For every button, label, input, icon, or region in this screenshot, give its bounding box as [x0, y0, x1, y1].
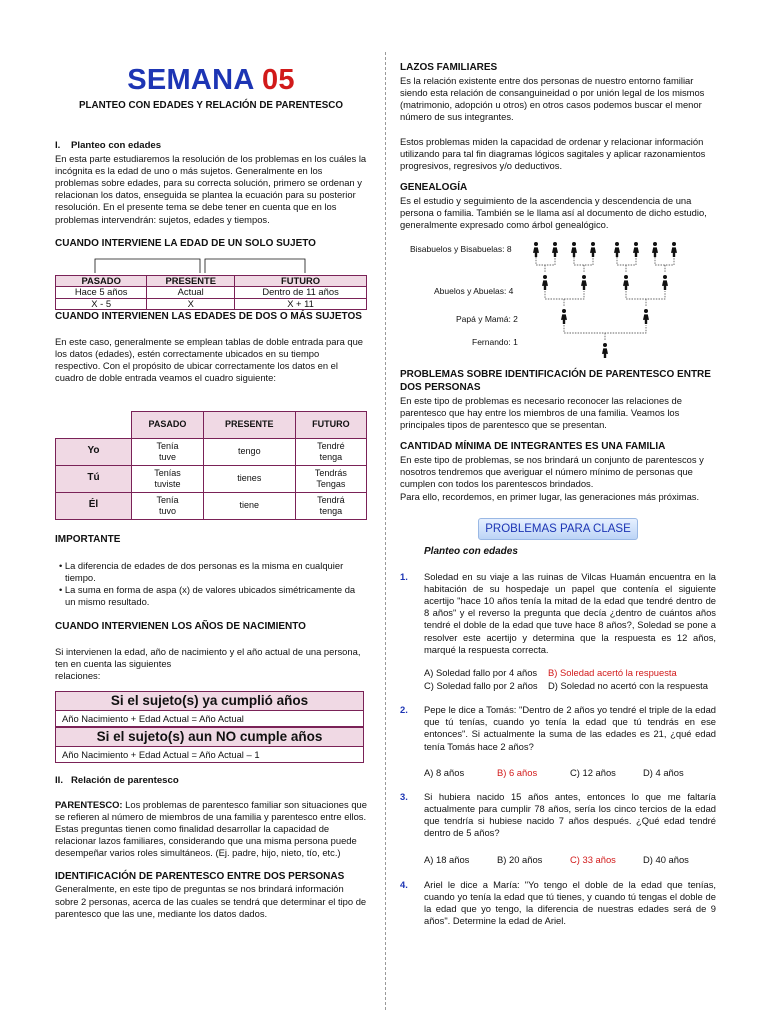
t2-header: FUTURO	[295, 411, 366, 438]
person-icon	[623, 275, 629, 290]
two-subjects-heading: CUANDO INTERVIENEN LAS EDADES DE DOS O MÁS SUJETOS	[55, 311, 362, 323]
person-icon	[671, 242, 677, 257]
tree-label-grandparents: Abuelos y Abuelas: 4	[434, 286, 514, 297]
parentesco-label: PARENTESCO:	[55, 798, 123, 810]
option-answer: C) 33 años	[570, 853, 616, 865]
class-subheading: Planteo con edades	[424, 545, 518, 557]
problem-text: Si hubiera nacido 15 años antes, entonces lo que me faltaría actualmente para cumplir 78 años, sería los cinco tercios de la edad que tendría si hubiese nacido 7 años después. ¿Qué edad tendré dentro de 5 años?	[424, 790, 716, 839]
person-icon	[533, 242, 539, 257]
one-subject-brackets	[55, 253, 367, 275]
birth-heading: CUANDO INTERVIENEN LOS AÑOS DE NACIMIENTO	[55, 621, 306, 633]
t1-cell: Hace 5 años	[56, 287, 147, 299]
person-icon	[662, 275, 668, 290]
person-icon	[571, 242, 577, 257]
important-bullet: • La diferencia de edades de dos personas es la misma en cualquier tiempo.	[59, 560, 344, 584]
important-bullet: • La suma en forma de aspa (x) de valores ubicados simétricamente da un mismo resultado.	[59, 584, 356, 608]
lazos-text-2: Estos problemas miden la capacidad de ordenar y relacionar información utilizando para tal fin diagramas lógicos sagitales y aplicar razonamientos progresivos, regresivos y/o deductivos.	[400, 135, 706, 171]
t2-row-label: Él	[56, 492, 132, 519]
option: C) Soledad fallo por 2 años	[424, 680, 538, 691]
problem-3	[400, 791, 716, 840]
t2-corner	[56, 411, 132, 438]
section-1-number: I.	[55, 140, 61, 152]
t1-cell: X + 11	[235, 298, 367, 310]
t2-cell: Tenía tuve	[132, 438, 204, 465]
important-bullet-text: La diferencia de edades de dos personas es la misma en cualquier tiempo.	[64, 560, 344, 584]
problem-1	[400, 571, 716, 656]
lazos-heading: LAZOS FAMILIARES	[400, 62, 498, 73]
parentesco-body: Los problemas de parentesco familiar son situaciones que se refieren al número de miembros de una familia y parentesco entre ellos. Estas preguntas tienen como finalidad desarrollar la capacidad de relacionar lazos familiares, considerando que una misma persona puede desempeñar varios roles simultáneos. (Ej. padre, hijo, nieto, tío, etc.)	[55, 798, 367, 859]
rule-2-heading: Si el sujeto(s) aun NO cumple años	[56, 727, 363, 747]
ident-heading: IDENTIFICACIÓN DE PARENTESCO ENTRE DOS PERSONAS	[55, 870, 345, 882]
option-answer: B) Soledad acertó la respuesta	[548, 667, 677, 678]
problem-2	[400, 704, 716, 753]
lazos-text: Es la relación existente entre dos personas de nuestro entorno familiar siendo esta relación de consanguineidad o por unión legal de los mismos (matrimonio, adopción u otros) en otros casos podemos buscar el menor número de sus integrantes.	[400, 74, 705, 123]
rule-1-heading: Si el sujeto(s) ya cumplió años	[56, 692, 363, 711]
min-text-2: Para ello, recordemos, en primer lugar, las generaciones más próximas.	[400, 490, 700, 502]
problem-number: 1.	[400, 570, 408, 582]
class-problems-banner: PROBLEMAS PARA CLASE	[478, 518, 638, 540]
page-subtitle: PLANTEO CON EDADES Y RELACIÓN DE PARENTESCO	[78, 100, 343, 111]
person-icon	[652, 242, 658, 257]
problem-number: 2.	[400, 704, 408, 715]
problem-3-options	[400, 854, 716, 866]
tree-label-great-grandparents: Bisabuelos y Bisabuelas: 8	[410, 244, 512, 255]
title-word: SEMANA	[127, 64, 254, 96]
person-icon	[581, 275, 587, 290]
t2-cell: tiene	[203, 492, 295, 519]
problem-number: 3.	[400, 790, 408, 802]
person-icon	[643, 309, 649, 324]
section-2-number: II.	[55, 774, 63, 786]
family-tree-lines	[400, 239, 716, 369]
t2-cell: tengo	[203, 438, 295, 465]
ident-text: Generalmente, en este tipo de preguntas se nos brindará información sobre 2 personas, acerca de las cuales se tendrá que determinar el tipo de parentesco que las une, mediante los datos dados.	[55, 883, 367, 919]
option: B) 20 años	[497, 853, 543, 865]
section-2-heading	[55, 775, 367, 787]
section-1-intro: En esta parte estudiaremos la resolución de los problemas en los cuáles la incógnita es la edad de uno o más sujetos. Generalmente en los problemas sobre edades, para su correcta solución, primero se ordenan y relacionan los datos, enseguida se plantea la ecuación para su posterior resolución. En el presente tema se debe tener en cuenta que en los problemas intervendrán: sujetos, edades y tiempos.	[55, 152, 367, 225]
t1-cell: Dentro de 11 años	[235, 287, 367, 299]
t1-header: PASADO	[56, 275, 147, 287]
section-2-title: Relación de parentesco	[71, 774, 179, 786]
t2-cell: tienes	[203, 465, 295, 492]
problem-text: Ariel le dice a María: "Yo tengo el doble de la edad que tenías, cuando yo tenía la edad que tú tienes, y cuando tú tengas el doble de la edad que yo tengo, la diferencia de nuestras edades será de 9 años". Determine la edad de Ariel.	[424, 878, 716, 927]
person-icon	[590, 242, 596, 257]
option: A) 18 años	[424, 853, 470, 865]
right-column	[400, 58, 716, 927]
one-subject-heading: CUANDO INTERVIENE LA EDAD DE UN SOLO SUJETO	[55, 237, 316, 249]
left-column	[55, 58, 367, 920]
min-text: En este tipo de problemas, se nos brindará un conjunto de parentescos y nosotros tendremos que averiguar el número mínimo de personas que cumplen con todos los parentescos brindados.	[400, 454, 704, 490]
person-icon	[602, 343, 608, 358]
two-subjects-table	[55, 411, 367, 520]
important-bullet-text: La suma en forma de aspa (x) de valores ubicados simétricamente da un mismo resultado.	[64, 584, 356, 608]
t2-cell: Tendré tenga	[295, 438, 366, 465]
title-number: 05	[261, 64, 295, 96]
important-heading: IMPORTANTE	[55, 533, 121, 545]
problem-2-options	[400, 767, 716, 779]
t2-cell: Tendrás Tengas	[295, 465, 366, 492]
problem-4	[400, 879, 716, 928]
genealogy-heading: GENEALOGÍA	[400, 182, 468, 194]
person-icon	[633, 242, 639, 257]
t2-cell: Tenías tuviste	[132, 465, 204, 492]
family-tree	[400, 239, 716, 369]
t1-header: PRESENTE	[147, 275, 235, 287]
problem-text: Soledad en su viaje a las ruinas de Vilcas Huamán encuentra en la habitación de su hospedaje un papel que contenía el siguiente acertijo "hace 10 años tenía la mitad de la edad que tendré dentro de 8 años" y el reverso la pregunta que decía ¿dentro de cuántos años tendré el doble de la edad que tuve hace 8 años?, Soledad se pone a resolver este acertijo y determina que la respuesta es 12 años, marqué la respuesta correcta.	[424, 570, 716, 655]
parentesco-text	[55, 799, 367, 860]
section-1-heading	[55, 140, 367, 152]
important-list	[55, 560, 367, 608]
problem-text: Pepe le dice a Tomás: "Dentro de 2 años yo tendré el triple de la edad que tú tenías, cuando yo tenía la edad que tú tendrás en ese entonces". Si actualmente la suma de las edades es 21, ¿qué edad tenía Tomás hace 2 años?	[424, 704, 716, 752]
ident2-heading: PROBLEMAS SOBRE IDENTIFICACIÓN DE PARENTESCO ENTRE DOS PERSONAS	[400, 369, 711, 394]
option: D) 40 años	[643, 853, 689, 865]
t2-cell: Tendrá tenga	[295, 492, 366, 519]
person-icon	[561, 309, 567, 324]
t1-cell: X - 5	[56, 298, 147, 310]
section-1-title: Planteo con edades	[71, 140, 162, 152]
person-icon	[614, 242, 620, 257]
option: A) Soledad fallo por 4 años	[424, 667, 538, 678]
option: D) 4 años	[643, 766, 684, 778]
tree-label-parents: Papá y Mamá: 2	[456, 314, 518, 325]
tree-label-fernando: Fernando: 1	[472, 337, 518, 348]
t1-header: FUTURO	[235, 275, 367, 287]
problem-1-options	[400, 666, 716, 692]
ident2-text: En este tipo de problemas es necesario reconocer las relaciones de parentesco que hay entre los miembros de una familia. Veamos los principales tipos de parentesco que se presentan.	[400, 394, 682, 431]
person-icon	[542, 275, 548, 290]
page-title	[55, 64, 367, 96]
option: D) Soledad no acertó con la respuesta	[548, 680, 708, 691]
t2-row-label: Yo	[56, 438, 132, 465]
t2-header: PRESENTE	[203, 411, 295, 438]
t2-row-label: Tú	[56, 465, 132, 492]
t2-header: PASADO	[132, 411, 204, 438]
option: C) 12 años	[570, 766, 616, 778]
t2-cell: Tenía tuvo	[132, 492, 204, 519]
min-heading: CANTIDAD MÍNIMA DE INTEGRANTES ES UNA FAMILIA	[400, 441, 666, 453]
option-answer: B) 6 años	[497, 766, 538, 778]
person-icon	[552, 242, 558, 257]
birth-rules-box	[55, 691, 364, 763]
column-divider	[385, 52, 386, 1010]
two-subjects-text: En este caso, generalmente se emplean tablas de doble entrada para que los datos (edades), estén correctamente ubicados en su tiempo respectivo. Con el propósito de ubicar correctamente los datos en el cuadro de doble entrada veamos el cuadro siguiente:	[55, 335, 364, 384]
rule-1-formula: Año Nacimiento + Edad Actual = Año Actual	[56, 711, 363, 727]
birth-text-2: relaciones:	[55, 670, 101, 682]
t1-cell: Actual	[147, 287, 235, 299]
one-subject-table	[55, 275, 367, 311]
t1-cell: X	[147, 298, 235, 310]
option: A) 8 años	[424, 766, 465, 778]
rule-2-formula: Año Nacimiento + Edad Actual = Año Actual – 1	[62, 748, 260, 760]
problem-number: 4.	[400, 878, 408, 890]
birth-text: Si intervienen la edad, año de nacimiento y el año actual de una persona, ten en cuenta las siguientes	[55, 645, 361, 670]
genealogy-text: Es el estudio y seguimiento de la ascendencia y descendencia de una persona o familia. También se le llama así al documento de dicho estudio, generalmente expresado como árbol genealógico.	[400, 194, 707, 231]
